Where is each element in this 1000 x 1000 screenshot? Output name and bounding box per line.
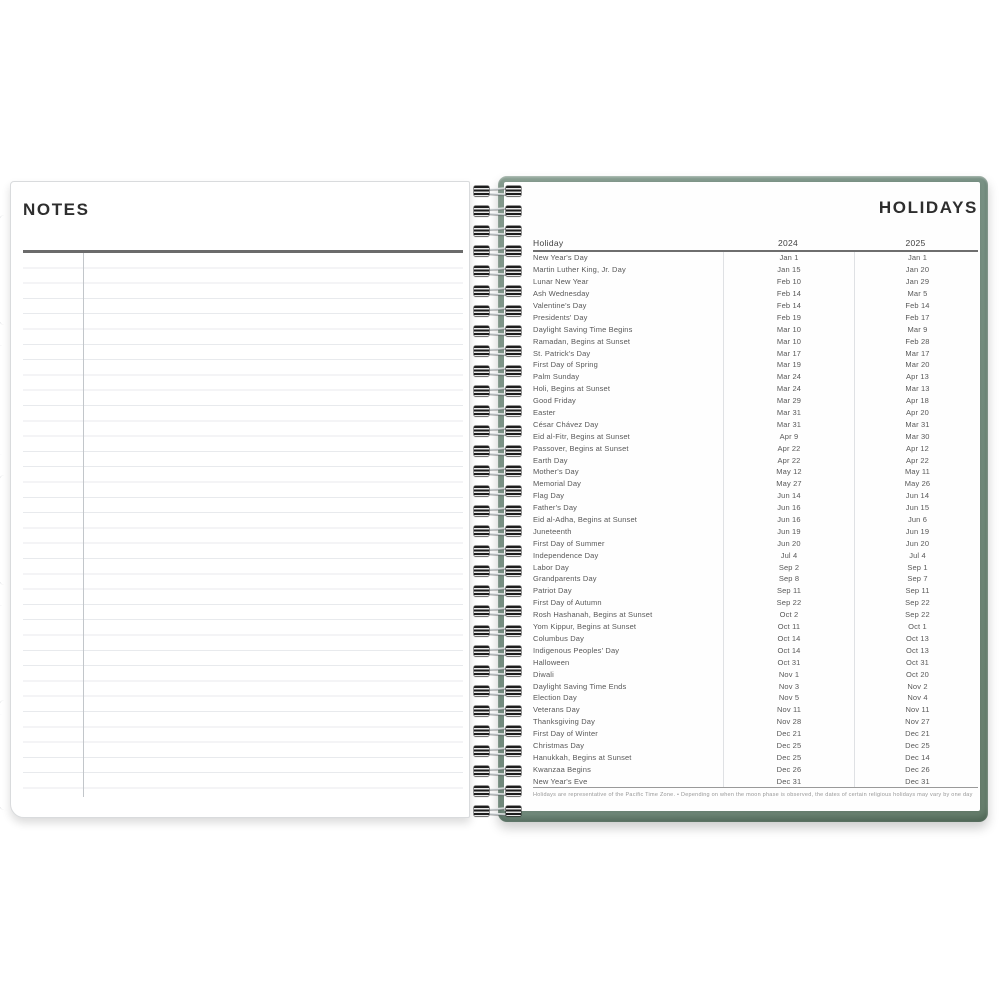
coil-end-left — [474, 786, 489, 796]
coil-end-left — [474, 346, 489, 356]
holiday-name-cell: Presidents' Day — [533, 312, 588, 322]
binding-coil — [466, 386, 524, 397]
date-2025-cell: Jun 19 — [854, 525, 980, 537]
notes-page — [10, 181, 470, 818]
coil-end-left — [474, 506, 489, 516]
table-row — [533, 264, 978, 276]
binding-coil — [466, 746, 524, 757]
coil-end-left — [474, 766, 489, 776]
coil-end-left — [474, 586, 489, 596]
coil-end-right — [506, 586, 521, 596]
date-2025-cell: Sep 22 — [854, 597, 980, 609]
binding-coil — [466, 766, 524, 777]
date-2024-cell: Jan 15 — [723, 264, 854, 276]
date-2025-cell: Apr 13 — [854, 371, 980, 383]
table-row — [533, 454, 978, 466]
date-2024-cell: Nov 11 — [723, 704, 854, 716]
holiday-name-cell: Christmas Day — [533, 740, 585, 750]
table-row — [533, 656, 978, 668]
date-2025-cell: Dec 31 — [854, 775, 980, 787]
table-row — [533, 597, 978, 609]
date-2025-cell: Feb 28 — [854, 335, 980, 347]
coil-end-right — [506, 606, 521, 616]
coil-end-right — [506, 806, 521, 816]
table-row — [533, 680, 978, 692]
coil-end-left — [474, 446, 489, 456]
table-row — [533, 288, 978, 300]
date-2025-cell: Oct 13 — [854, 633, 980, 645]
date-2024-cell: Dec 25 — [723, 740, 854, 752]
holiday-name-cell: First Day of Summer — [533, 538, 605, 548]
table-row — [533, 751, 978, 763]
coil-end-right — [506, 546, 521, 556]
coil-end-left — [474, 606, 489, 616]
coil-end-right — [506, 366, 521, 376]
date-2024-cell: Nov 5 — [723, 692, 854, 704]
coil-end-left — [474, 306, 489, 316]
coil-end-left — [474, 806, 489, 816]
holiday-name-cell: Thanksgiving Day — [533, 717, 596, 727]
binding-coil — [466, 326, 524, 337]
holiday-name-cell: Mother's Day — [533, 467, 579, 477]
coil-end-left — [474, 706, 489, 716]
holiday-name-cell: First Day of Winter — [533, 729, 598, 739]
date-2025-cell: Dec 26 — [854, 763, 980, 775]
coil-end-left — [474, 566, 489, 576]
date-2025-cell: Mar 30 — [854, 430, 980, 442]
binding-coil — [466, 306, 524, 317]
table-row — [533, 514, 978, 526]
date-2024-cell: Apr 9 — [723, 430, 854, 442]
holiday-name-cell: Juneteenth — [533, 526, 572, 536]
table-row — [533, 335, 978, 347]
date-2025-cell: May 26 — [854, 478, 980, 490]
date-2025-cell: Jan 1 — [854, 252, 980, 264]
holiday-name-cell: Grandparents Day — [533, 574, 597, 584]
date-2025-cell: Mar 31 — [854, 418, 980, 430]
coil-end-left — [474, 546, 489, 556]
coil-end-left — [474, 626, 489, 636]
date-2025-cell: Mar 17 — [854, 347, 980, 359]
date-2025-cell: Mar 5 — [854, 288, 980, 300]
notes-page-title: NOTES — [23, 200, 90, 219]
date-2025-cell: Sep 22 — [854, 609, 980, 621]
binding-coil — [466, 286, 524, 297]
coil-end-right — [506, 346, 521, 356]
table-row — [533, 668, 978, 680]
coil-end-right — [506, 386, 521, 396]
date-2025-cell: May 11 — [854, 466, 980, 478]
coil-end-right — [506, 286, 521, 296]
binding-coil — [466, 546, 524, 557]
binding-coil — [466, 566, 524, 577]
binding-coil — [466, 526, 524, 537]
table-row — [533, 442, 978, 454]
date-2025-cell: Jun 6 — [854, 514, 980, 526]
date-2025-cell: Mar 13 — [854, 383, 980, 395]
holiday-name-cell: Flag Day — [533, 491, 565, 501]
date-2024-cell: Apr 22 — [723, 442, 854, 454]
table-row — [533, 633, 978, 645]
binding-coil — [466, 446, 524, 457]
coil-end-left — [474, 186, 489, 196]
column-header-holiday: Holiday — [533, 238, 564, 248]
holiday-name-cell: Kwanzaa Begins — [533, 764, 591, 774]
table-row — [533, 740, 978, 752]
table-row — [533, 585, 978, 597]
table-row — [533, 418, 978, 430]
holiday-name-cell: Rosh Hashanah, Begins at Sunset — [533, 610, 653, 620]
date-2024-cell: Jun 16 — [723, 514, 854, 526]
coil-end-right — [506, 406, 521, 416]
coil-end-left — [474, 386, 489, 396]
holiday-name-cell: Holi, Begins at Sunset — [533, 384, 611, 394]
table-row — [533, 549, 978, 561]
date-2024-cell: Jun 14 — [723, 490, 854, 502]
coil-end-left — [474, 466, 489, 476]
date-2024-cell: Sep 2 — [723, 561, 854, 573]
date-2025-cell: Jan 29 — [854, 276, 980, 288]
table-row — [533, 478, 978, 490]
holiday-name-cell: Martin Luther King, Jr. Day — [533, 265, 626, 275]
coil-end-right — [506, 766, 521, 776]
coil-end-right — [506, 466, 521, 476]
date-2024-cell: Dec 26 — [723, 763, 854, 775]
date-2024-cell: Nov 28 — [723, 716, 854, 728]
date-2024-cell: Jul 4 — [723, 549, 854, 561]
coil-end-right — [506, 666, 521, 676]
binding-coil — [466, 586, 524, 597]
date-2024-cell: Nov 1 — [723, 668, 854, 680]
holiday-name-cell: Earth Day — [533, 455, 568, 465]
binding-coil — [466, 666, 524, 677]
date-2025-cell: Dec 21 — [854, 728, 980, 740]
holiday-name-cell: Easter — [533, 408, 556, 418]
binding-coil — [466, 246, 524, 257]
holiday-table-header — [533, 234, 978, 252]
date-2024-cell: Dec 31 — [723, 775, 854, 787]
coil-end-left — [474, 266, 489, 276]
holiday-name-cell: Indigenous Peoples' Day — [533, 645, 620, 655]
table-row — [533, 716, 978, 728]
table-row — [533, 704, 978, 716]
date-2025-cell: Nov 4 — [854, 692, 980, 704]
binding-coil — [466, 726, 524, 737]
coil-end-right — [506, 426, 521, 436]
binding-coil — [466, 366, 524, 377]
table-row — [533, 561, 978, 573]
date-2024-cell: Oct 31 — [723, 656, 854, 668]
coil-end-right — [506, 526, 521, 536]
binding-coil — [466, 506, 524, 517]
binding-coil — [466, 186, 524, 197]
date-2024-cell: Dec 21 — [723, 728, 854, 740]
date-2024-cell: Mar 17 — [723, 347, 854, 359]
coil-end-right — [506, 786, 521, 796]
date-2025-cell: Dec 25 — [854, 740, 980, 752]
coil-end-right — [506, 506, 521, 516]
date-2024-cell: Feb 19 — [723, 311, 854, 323]
table-row — [533, 276, 978, 288]
table-row — [533, 466, 978, 478]
table-row — [533, 573, 978, 585]
coil-end-right — [506, 306, 521, 316]
coil-end-left — [474, 666, 489, 676]
date-2024-cell: Feb 14 — [723, 300, 854, 312]
holiday-name-cell: Valentine's Day — [533, 301, 587, 310]
holiday-name-cell: Election Day — [533, 693, 577, 703]
date-2025-cell: Nov 2 — [854, 680, 980, 692]
column-header-2024: 2024 — [777, 238, 799, 248]
table-row — [533, 359, 978, 371]
date-2024-cell: May 27 — [723, 478, 854, 490]
notes-margin-divider — [83, 253, 84, 797]
table-row — [533, 311, 978, 323]
table-row — [533, 537, 978, 549]
coil-end-right — [506, 266, 521, 276]
date-2024-cell: Feb 10 — [723, 276, 854, 288]
table-row — [533, 407, 978, 419]
binding-coil — [466, 406, 524, 417]
binding-coil — [466, 426, 524, 437]
coil-end-right — [506, 646, 521, 656]
holiday-name-cell: Father's Day — [533, 503, 578, 513]
date-2024-cell: Jun 20 — [723, 537, 854, 549]
table-row — [533, 502, 978, 514]
coil-end-right — [506, 486, 521, 496]
binding-coil — [466, 806, 524, 817]
spiral-binding — [466, 0, 528, 1000]
holiday-name-cell: Columbus Day — [533, 633, 584, 643]
coil-end-left — [474, 246, 489, 256]
coil-end-right — [506, 446, 521, 456]
holiday-name-cell: Independence Day — [533, 550, 599, 560]
holiday-name-cell: Veterans Day — [533, 705, 580, 715]
binding-coil — [466, 626, 524, 637]
table-row — [533, 371, 978, 383]
date-2024-cell: Jan 1 — [723, 252, 854, 264]
holiday-name-cell: Ramadan, Begins at Sunset — [533, 336, 631, 346]
date-2024-cell: Feb 14 — [723, 288, 854, 300]
date-2024-cell: Mar 10 — [723, 335, 854, 347]
date-2024-cell: Oct 11 — [723, 621, 854, 633]
table-row — [533, 395, 978, 407]
coil-end-right — [506, 626, 521, 636]
date-2025-cell: Jun 20 — [854, 537, 980, 549]
coil-end-right — [506, 186, 521, 196]
coil-end-right — [506, 566, 521, 576]
binding-coil — [466, 226, 524, 237]
coil-end-right — [506, 206, 521, 216]
table-row — [533, 347, 978, 359]
binding-coil — [466, 786, 524, 797]
column-header-2025: 2025 — [905, 238, 926, 248]
date-2025-cell: Sep 11 — [854, 585, 980, 597]
table-row — [533, 763, 978, 775]
holiday-name-cell: Daylight Saving Time Begins — [533, 324, 633, 334]
coil-end-right — [506, 226, 521, 236]
coil-end-left — [474, 366, 489, 376]
table-row — [533, 383, 978, 395]
coil-end-left — [474, 646, 489, 656]
date-2025-cell: Apr 20 — [854, 407, 980, 419]
holiday-name-cell: Memorial Day — [533, 479, 582, 489]
date-2024-cell: Oct 14 — [723, 644, 854, 656]
date-2024-cell: Mar 19 — [723, 359, 854, 371]
date-2024-cell: Sep 8 — [723, 573, 854, 585]
date-2024-cell: Mar 24 — [723, 383, 854, 395]
table-row — [533, 490, 978, 502]
table-row — [533, 323, 978, 335]
holiday-name-cell: St. Patrick's Day — [533, 348, 591, 358]
holidays-page-title: HOLIDAYS — [878, 198, 978, 217]
binding-coil — [466, 706, 524, 717]
holiday-name-cell: Good Friday — [533, 396, 576, 406]
date-2025-cell: Nov 27 — [854, 716, 980, 728]
coil-end-right — [506, 746, 521, 756]
coil-end-left — [474, 746, 489, 756]
date-2024-cell: Sep 11 — [723, 585, 854, 597]
coil-end-left — [474, 406, 489, 416]
binding-coil — [466, 686, 524, 697]
coil-end-right — [506, 326, 521, 336]
holiday-name-cell: Halloween — [533, 657, 570, 667]
date-2025-cell: Jun 14 — [854, 490, 980, 502]
holiday-name-cell: First Day of Spring — [533, 360, 598, 370]
coil-end-left — [474, 486, 489, 496]
date-2024-cell: Dec 25 — [723, 751, 854, 763]
binding-coil — [466, 486, 524, 497]
table-row — [533, 775, 978, 787]
date-2024-cell: Oct 2 — [723, 609, 854, 621]
table-row — [533, 300, 978, 312]
date-2024-cell: Oct 14 — [723, 633, 854, 645]
coil-end-right — [506, 686, 521, 696]
coil-end-right — [506, 246, 521, 256]
date-2025-cell: Apr 12 — [854, 442, 980, 454]
binding-coil — [466, 466, 524, 477]
holiday-name-cell: Eid al-Fitr, Begins at Sunset — [533, 431, 630, 441]
date-2024-cell: Sep 22 — [723, 597, 854, 609]
holiday-name-cell: Diwali — [533, 669, 554, 679]
date-2024-cell: Nov 3 — [723, 680, 854, 692]
table-row — [533, 252, 978, 264]
date-2025-cell: Nov 11 — [854, 704, 980, 716]
holiday-name-cell: Labor Day — [533, 562, 569, 572]
binding-coil — [466, 206, 524, 217]
holiday-name-cell: Eid al-Adha, Begins at Sunset — [533, 515, 637, 525]
date-2025-cell: Dec 14 — [854, 751, 980, 763]
date-2024-cell: May 12 — [723, 466, 854, 478]
holiday-name-cell: New Year's Eve — [533, 776, 588, 786]
date-2025-cell: Apr 22 — [854, 454, 980, 466]
notes-ruled-lines — [23, 253, 463, 799]
holiday-name-cell: Hanukkah, Begins at Sunset — [533, 752, 632, 762]
date-2025-cell: Feb 17 — [854, 311, 980, 323]
date-2024-cell: Mar 10 — [723, 323, 854, 335]
holiday-name-cell: First Day of Autumn — [533, 598, 602, 608]
table-row — [533, 644, 978, 656]
holiday-name-cell: Daylight Saving Time Ends — [533, 681, 627, 691]
coil-end-left — [474, 526, 489, 536]
date-2025-cell: Jul 4 — [854, 549, 980, 561]
coil-end-left — [474, 686, 489, 696]
date-2024-cell: Mar 24 — [723, 371, 854, 383]
date-2024-cell: Jun 16 — [723, 502, 854, 514]
holiday-name-cell: New Year's Day — [533, 253, 588, 263]
holiday-table-body — [533, 252, 978, 788]
date-2025-cell: Mar 20 — [854, 359, 980, 371]
date-2025-cell: Oct 13 — [854, 644, 980, 656]
binding-coil — [466, 646, 524, 657]
holiday-footnote: Holidays are representative of the Pacific Time Zone. • Depending on when the moon phase is observed, the dates of certain religious holidays may vary by one day — [533, 792, 973, 799]
holiday-name-cell: Palm Sunday — [533, 372, 580, 382]
holiday-name-cell: Yom Kippur, Begins at Sunset — [533, 622, 637, 632]
holiday-name-cell: Patriot Day — [533, 586, 572, 596]
date-2025-cell: Oct 31 — [854, 656, 980, 668]
holiday-name-cell: Passover, Begins at Sunset — [533, 443, 629, 453]
date-2025-cell: Jan 20 — [854, 264, 980, 276]
holiday-table — [533, 234, 978, 798]
date-2025-cell: Jun 15 — [854, 502, 980, 514]
holiday-name-cell: Lunar New Year — [533, 277, 589, 287]
coil-end-left — [474, 726, 489, 736]
binding-coil — [466, 346, 524, 357]
date-2024-cell: Mar 29 — [723, 395, 854, 407]
date-2025-cell: Apr 18 — [854, 395, 980, 407]
table-row — [533, 430, 978, 442]
coil-end-left — [474, 286, 489, 296]
holiday-name-cell: César Chávez Day — [533, 419, 599, 429]
coil-end-left — [474, 426, 489, 436]
date-2024-cell: Mar 31 — [723, 418, 854, 430]
coil-end-right — [506, 706, 521, 716]
table-row — [533, 609, 978, 621]
date-2025-cell: Sep 7 — [854, 573, 980, 585]
coil-end-left — [474, 226, 489, 236]
coil-end-left — [474, 206, 489, 216]
planner-cover — [498, 176, 988, 822]
table-row — [533, 692, 978, 704]
date-2024-cell: Mar 31 — [723, 407, 854, 419]
binding-coil — [466, 606, 524, 617]
date-2025-cell: Oct 20 — [854, 668, 980, 680]
date-2025-cell: Oct 1 — [854, 621, 980, 633]
table-row — [533, 621, 978, 633]
date-2024-cell: Jun 19 — [723, 525, 854, 537]
coil-end-left — [474, 326, 489, 336]
holiday-name-cell: Ash Wednesday — [533, 289, 590, 299]
date-2025-cell: Sep 1 — [854, 561, 980, 573]
coil-end-right — [506, 726, 521, 736]
date-2025-cell: Feb 14 — [854, 300, 980, 312]
table-row — [533, 525, 978, 537]
date-2024-cell: Apr 22 — [723, 454, 854, 466]
table-row — [533, 728, 978, 740]
binding-coil — [466, 266, 524, 277]
date-2025-cell: Mar 9 — [854, 323, 980, 335]
holidays-page — [504, 182, 980, 811]
